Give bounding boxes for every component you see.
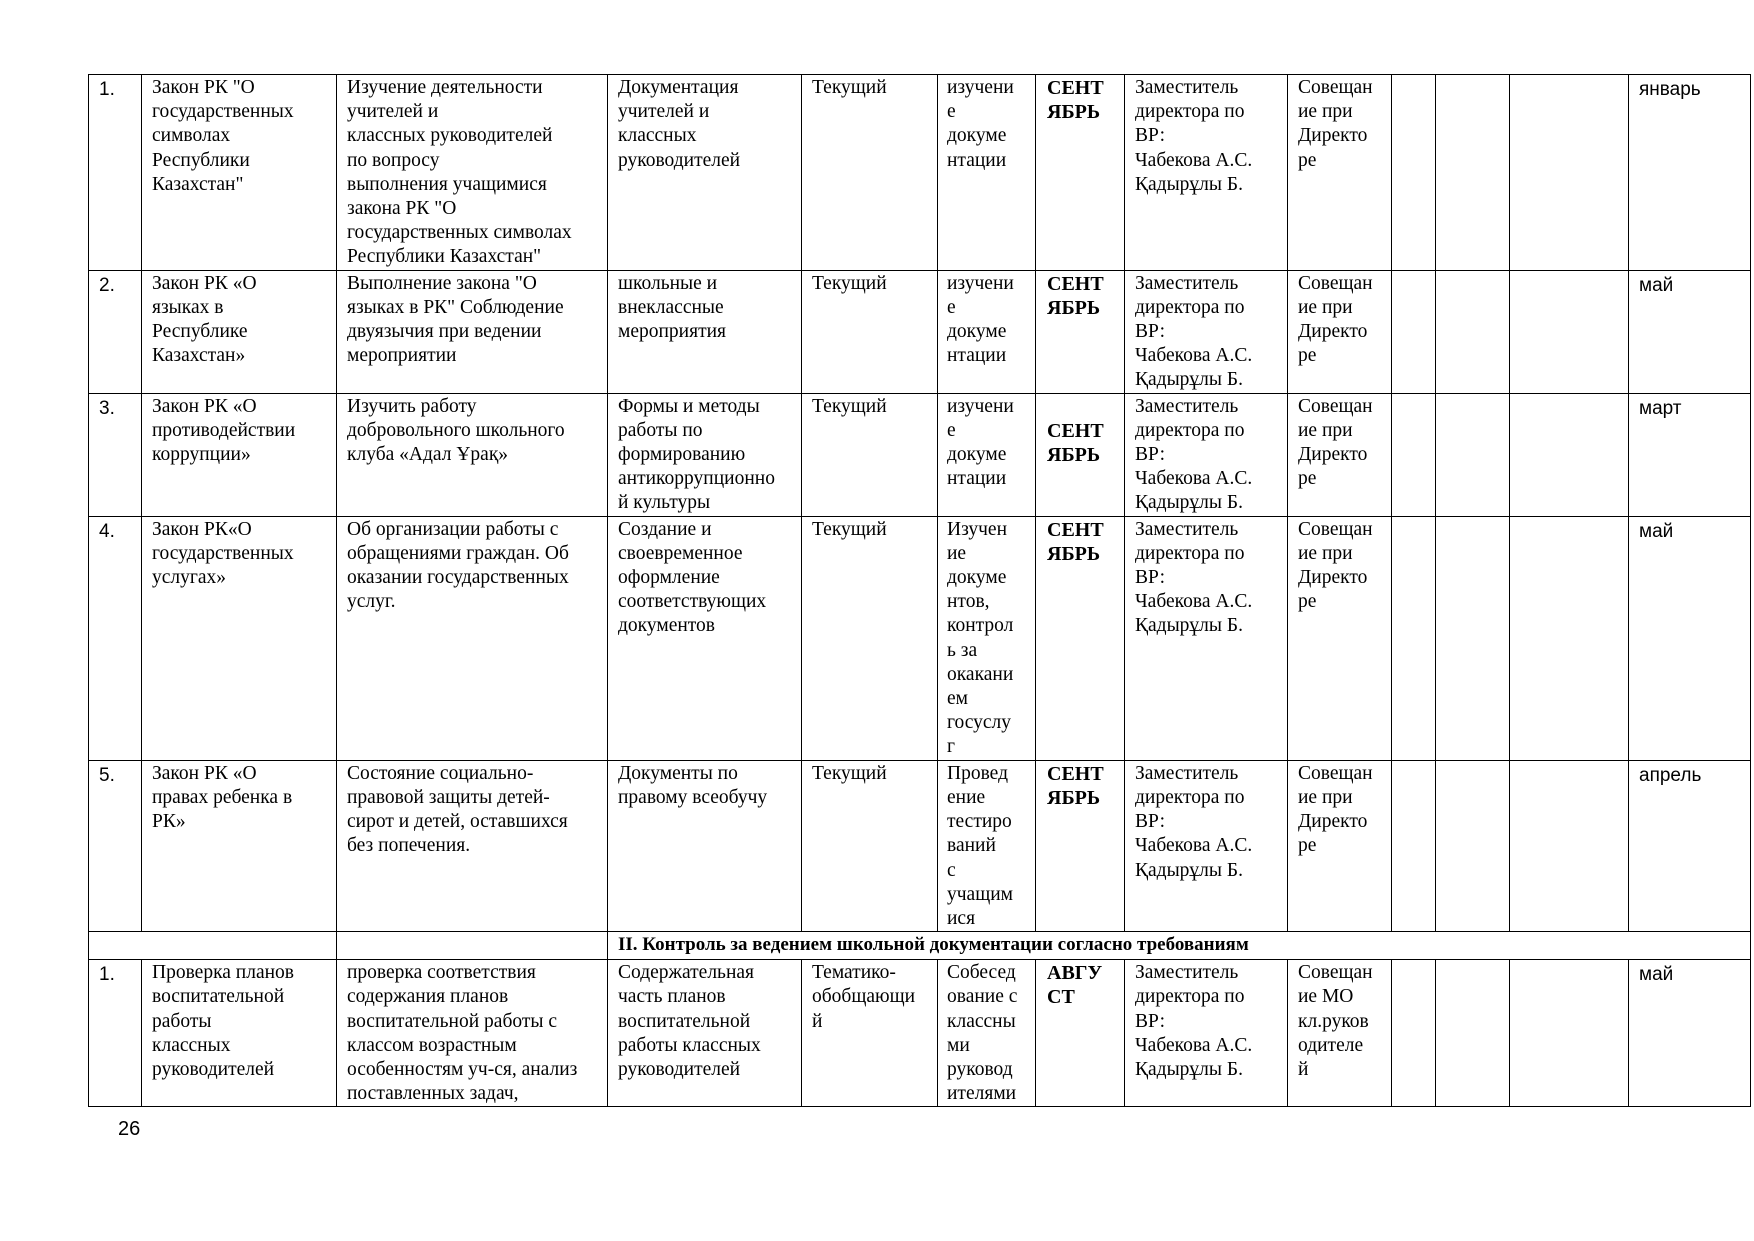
table-row [89, 516, 1751, 760]
row-number: 5. [89, 760, 142, 931]
responsible-cell: Заместитель директора по ВР: Чабекова А.С. Қадырұлы Б. [1125, 75, 1288, 271]
row-number: 2. [89, 270, 142, 393]
result-cell: Совещан ие при Директо ре [1288, 393, 1392, 516]
row-number: 1. [89, 75, 142, 271]
month-cell: май [1629, 960, 1751, 1107]
goal-cell: Изучение деятельности учителей и классных руководителей по вопросу выполнения учащимися закона РК "О государственных символах Республики Казахстан" [337, 75, 608, 271]
empty-cell [1436, 760, 1510, 931]
empty-cell [1510, 75, 1629, 271]
method-cell: изучени е докуме нтации [938, 270, 1036, 393]
empty-cell [1510, 960, 1629, 1107]
goal-cell: Об организации работы с обращениями граждан. Об оказании государственных услуг. [337, 516, 608, 760]
method-cell: Провед ение тестиро ваний с учащим ися [938, 760, 1036, 931]
result-cell: Совещан ие при Директо ре [1288, 760, 1392, 931]
responsible-cell: Заместитель директора по ВР: Чабекова А.С. Қадырұлы Б. [1125, 760, 1288, 931]
goal-cell: Изучить работу добровольного школьного клуба «Адал Ұрақ» [337, 393, 608, 516]
empty-cell [1392, 516, 1436, 760]
empty-cell [1510, 516, 1629, 760]
method-cell: Собесед ование с классны ми руковод ителями [938, 960, 1036, 1107]
empty-cell [1392, 760, 1436, 931]
result-cell: Совещан ие при Директо ре [1288, 75, 1392, 271]
empty-cell [1436, 516, 1510, 760]
object-cell: Документация учителей и классных руководителей [608, 75, 802, 271]
law-cell: Закон РК«О государственных услугах» [142, 516, 337, 760]
empty-cell [1392, 270, 1436, 393]
control-type-cell: Текущий [802, 75, 938, 271]
goal-cell: Состояние социально- правовой защиты детей- сирот и детей, оставшихся без попечения. [337, 760, 608, 931]
control-plan-table [88, 74, 1751, 1107]
term-cell: СЕНТ ЯБРЬ [1036, 516, 1125, 760]
control-type-cell: Текущий [802, 516, 938, 760]
control-type-cell: Тематико- обобщающи й [802, 960, 938, 1107]
empty-cell [1392, 960, 1436, 1107]
month-cell: май [1629, 270, 1751, 393]
month-cell: май [1629, 516, 1751, 760]
table-row [89, 393, 1751, 516]
empty-cell [89, 932, 337, 960]
control-type-cell: Текущий [802, 760, 938, 931]
month-cell: январь [1629, 75, 1751, 271]
empty-cell [1436, 75, 1510, 271]
table-row [89, 270, 1751, 393]
month-cell: март [1629, 393, 1751, 516]
object-cell: Документы по правому всеобучу [608, 760, 802, 931]
term-cell: СЕНТ ЯБРЬ [1036, 393, 1125, 516]
law-cell: Проверка планов воспитательной работы классных руководителей [142, 960, 337, 1107]
result-cell: Совещан ие МО кл.руков одителе й [1288, 960, 1392, 1107]
responsible-cell: Заместитель директора по ВР: Чабекова А.С. Қадырұлы Б. [1125, 270, 1288, 393]
empty-cell [337, 932, 608, 960]
control-type-cell: Текущий [802, 270, 938, 393]
responsible-cell: Заместитель директора по ВР: Чабекова А.С. Қадырұлы Б. [1125, 393, 1288, 516]
object-cell: Содержательная часть планов воспитательной работы классных руководителей [608, 960, 802, 1107]
object-cell: школьные и внеклассные мероприятия [608, 270, 802, 393]
row-number: 3. [89, 393, 142, 516]
empty-cell [1510, 270, 1629, 393]
object-cell: Формы и методы работы по формированию антикоррупционно й культуры [608, 393, 802, 516]
responsible-cell: Заместитель директора по ВР: Чабекова А.С. Қадырұлы Б. [1125, 516, 1288, 760]
table-row [89, 960, 1751, 1107]
section-title: II. Контроль за ведением школьной документации согласно требованиям [608, 932, 1751, 960]
empty-cell [1436, 960, 1510, 1107]
row-number: 1. [89, 960, 142, 1107]
empty-cell [1436, 270, 1510, 393]
law-cell: Закон РК «О языках в Республике Казахстан» [142, 270, 337, 393]
empty-cell [1392, 393, 1436, 516]
method-cell: изучени е докуме нтации [938, 75, 1036, 271]
empty-cell [1392, 75, 1436, 271]
term-cell: СЕНТ ЯБРЬ [1036, 75, 1125, 271]
result-cell: Совещан ие при Директо ре [1288, 270, 1392, 393]
goal-cell: Выполнение закона "О языках в РК" Соблюдение двуязычия при ведении мероприятии [337, 270, 608, 393]
section-header-row [89, 932, 1751, 960]
row-number: 4. [89, 516, 142, 760]
month-cell: апрель [1629, 760, 1751, 931]
goal-cell: проверка соответствия содержания планов воспитательной работы с классом возрастным особенностям уч-ся, анализ поставленных задач, [337, 960, 608, 1107]
empty-cell [1436, 393, 1510, 516]
empty-cell [1510, 760, 1629, 931]
page-number: 26 [118, 1118, 141, 1140]
object-cell: Создание и своевременное оформление соответствующих документов [608, 516, 802, 760]
control-type-cell: Текущий [802, 393, 938, 516]
law-cell: Закон РК «О правах ребенка в РК» [142, 760, 337, 931]
method-cell: Изучен ие докуме нтов, контрол ь за окакани ем госуслу г [938, 516, 1036, 760]
law-cell: Закон РК «О противодействии коррупции» [142, 393, 337, 516]
table-row [89, 760, 1751, 931]
responsible-cell: Заместитель директора по ВР: Чабекова А.С. Қадырұлы Б. [1125, 960, 1288, 1107]
term-cell: СЕНТ ЯБРЬ [1036, 760, 1125, 931]
term-cell: АВГУ СТ [1036, 960, 1125, 1107]
term-cell: СЕНТ ЯБРЬ [1036, 270, 1125, 393]
result-cell: Совещан ие при Директо ре [1288, 516, 1392, 760]
law-cell: Закон РК "О государственных символах Республики Казахстан" [142, 75, 337, 271]
table-row [89, 75, 1751, 271]
empty-cell [1510, 393, 1629, 516]
method-cell: изучени е докуме нтации [938, 393, 1036, 516]
